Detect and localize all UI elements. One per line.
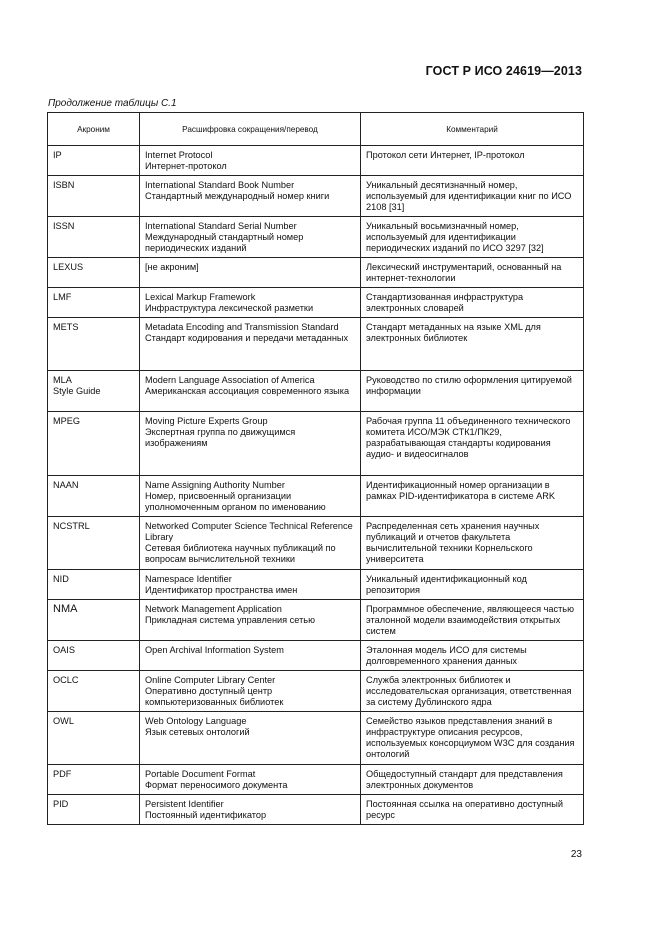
- comment-text: Служба электронных библиотек и исследовательская организация, ответственная за систему Дублинского ядра: [366, 675, 572, 707]
- table-caption: Продолжение таблицы С.1: [48, 98, 177, 109]
- page-number: 23: [570, 849, 582, 860]
- comment-text: Распределенная сеть хранения научных публикаций и отчетов факультета вычислительной техники Корнельского университета: [366, 521, 540, 564]
- acronym-text: ISSN: [53, 221, 75, 231]
- table-row: [48, 712, 584, 765]
- table-row: [48, 795, 584, 825]
- table-row: [48, 318, 584, 371]
- acronym-text: MLA Style Guide: [53, 375, 101, 396]
- acronym-text: NMA: [53, 603, 78, 615]
- acronym-text: OCLC: [53, 675, 79, 685]
- expansion-text: Lexical Markup Framework Инфраструктура лексической разметки: [145, 292, 314, 313]
- comment-cell: [361, 371, 584, 412]
- expansion-cell: [140, 765, 361, 795]
- expansion-text: Persistent Identifier Постоянный идентификатор: [145, 799, 267, 820]
- acronym-cell: [48, 570, 140, 600]
- expansion-cell: [140, 570, 361, 600]
- comment-text: Рабочая группа 11 объединенного технического комитета ИСО/МЭК СТК1/ПК29, разрабатывающая стандарты кодирования аудио- и видеосигналов: [366, 416, 571, 459]
- comment-text: Постоянная ссылка на оперативно доступный ресурс: [366, 799, 563, 820]
- comment-cell: [361, 641, 584, 671]
- comment-cell: [361, 712, 584, 765]
- table-header-row: [48, 113, 584, 146]
- expansion-cell: [140, 288, 361, 318]
- acronym-text: PDF: [53, 769, 72, 779]
- acronym-cell: [48, 712, 140, 765]
- acronym-cell: [48, 671, 140, 712]
- expansion-text: Metadata Encoding and Transmission Standard Стандарт кодирования и передачи метаданных: [145, 322, 349, 343]
- acronym-cell: [48, 146, 140, 176]
- expansion-text: Namespace Identifier Идентификатор пространства имен: [145, 574, 298, 595]
- comment-cell: [361, 476, 584, 517]
- expansion-text: Portable Document Format Формат переносимого документа: [145, 769, 288, 790]
- comment-text: Лексический инструментарий, основанный на интернет-технологии: [366, 262, 562, 283]
- table-row: [48, 600, 584, 641]
- expansion-text: Open Archival Information System: [145, 645, 284, 655]
- acronym-text: IP: [53, 150, 62, 160]
- expansion-text: Network Management Application Прикладная система управления сетью: [145, 604, 315, 625]
- comment-cell: [361, 570, 584, 600]
- comment-text: Уникальный восьмизначный номер, используемый для идентификации периодических изданий по ИСО 3297 [32]: [366, 221, 544, 253]
- comment-text: Уникальный идентификационный код репозитория: [366, 574, 527, 595]
- comment-text: Общедоступный стандарт для представления электронных документов: [366, 769, 563, 790]
- comment-text: Семейство языков представления знаний в инфраструктуре описания ресурсов, используемых консорциумом W3C для создания онтологий: [366, 716, 575, 759]
- comment-cell: [361, 517, 584, 570]
- comment-cell: [361, 671, 584, 712]
- expansion-cell: [140, 412, 361, 476]
- expansion-cell: [140, 217, 361, 258]
- comment-cell: [361, 258, 584, 288]
- table-row: [48, 371, 584, 412]
- standard-header: ГОСТ Р ИСО 24619—2013: [425, 64, 582, 78]
- expansion-cell: [140, 517, 361, 570]
- comment-text: Идентификационный номер организации в рамках PID-идентификатора в системе ARK: [366, 480, 556, 501]
- expansion-cell: [140, 258, 361, 288]
- expansion-text: Name Assigning Authority Number Номер, присвоенный организации уполномоченным органом по именованию: [145, 480, 326, 512]
- acronym-cell: [48, 176, 140, 217]
- acronym-cell: [48, 258, 140, 288]
- comment-text: Руководство по стилю оформления цитируемой информации: [366, 375, 572, 396]
- acronym-cell: [48, 476, 140, 517]
- expansion-cell: [140, 795, 361, 825]
- expansion-text: [не акроним]: [145, 262, 199, 272]
- acronym-text: LMF: [53, 292, 72, 302]
- expansion-text: Internet Protocol Интернет-протокол: [145, 150, 227, 171]
- table-row: [48, 476, 584, 517]
- expansion-text: Modern Language Association of America Американская ассоциация современного языка: [145, 375, 350, 396]
- acronym-text: OAIS: [53, 645, 75, 655]
- column-header-expansion: Расшифровка сокращения/перевод: [140, 113, 361, 146]
- comment-cell: [361, 146, 584, 176]
- comment-cell: [361, 600, 584, 641]
- expansion-text: Online Computer Library Center Оперативно доступный центр компьютеризованных библиотек: [145, 675, 284, 707]
- expansion-cell: [140, 176, 361, 217]
- column-header-acronym: Акроним: [48, 113, 140, 146]
- table-row: [48, 288, 584, 318]
- acronym-text: OWL: [53, 716, 74, 726]
- comment-cell: [361, 412, 584, 476]
- table-row: [48, 641, 584, 671]
- acronym-cell: [48, 600, 140, 641]
- expansion-cell: [140, 600, 361, 641]
- expansion-text: International Standard Serial Number Международный стандартный номер периодических изданий: [145, 221, 304, 253]
- acronym-text: NCSTRL: [53, 521, 90, 531]
- acronym-text: PID: [53, 799, 69, 809]
- comment-cell: [361, 217, 584, 258]
- expansion-cell: [140, 671, 361, 712]
- acronym-cell: [48, 765, 140, 795]
- table-row: [48, 517, 584, 570]
- comment-text: Протокол сети Интернет, IP-протокол: [366, 150, 525, 160]
- acronym-text: ISBN: [53, 180, 75, 190]
- acronym-text: NAAN: [53, 480, 79, 490]
- acronym-table: [47, 112, 584, 825]
- acronym-cell: [48, 288, 140, 318]
- acronym-cell: [48, 318, 140, 371]
- acronym-cell: [48, 412, 140, 476]
- expansion-text: Networked Computer Science Technical Reference Library Сетевая библиотека научных публикаций по вопросам вычислительной техники: [145, 521, 353, 564]
- acronym-cell: [48, 795, 140, 825]
- table-row: [48, 570, 584, 600]
- acronym-text: LEXUS: [53, 262, 84, 272]
- expansion-cell: [140, 371, 361, 412]
- table-row: [48, 146, 584, 176]
- comment-text: Стандарт метаданных на языке XML для электронных библиотек: [366, 322, 541, 343]
- table-row: [48, 765, 584, 795]
- comment-text: Программное обеспечение, являющееся частью эталонной модели взаимодействия открытых систем: [366, 604, 574, 636]
- acronym-cell: [48, 641, 140, 671]
- comment-cell: [361, 288, 584, 318]
- expansion-text: International Standard Book Number Стандартный международный номер книги: [145, 180, 330, 201]
- expansion-text: Web Ontology Language Язык сетевых онтологий: [145, 716, 250, 737]
- table-row: [48, 258, 584, 288]
- expansion-cell: [140, 318, 361, 371]
- acronym-text: NID: [53, 574, 69, 584]
- expansion-cell: [140, 476, 361, 517]
- expansion-cell: [140, 146, 361, 176]
- acronym-cell: [48, 517, 140, 570]
- expansion-cell: [140, 712, 361, 765]
- acronym-text: METS: [53, 322, 79, 332]
- table-row: [48, 217, 584, 258]
- column-header-comment: Комментарий: [361, 113, 584, 146]
- acronym-text: MPEG: [53, 416, 81, 426]
- comment-text: Эталонная модель ИСО для системы долговременного хранения данных: [366, 645, 527, 666]
- comment-cell: [361, 176, 584, 217]
- expansion-cell: [140, 641, 361, 671]
- acronym-cell: [48, 371, 140, 412]
- comment-text: Стандартизованная инфраструктура электронных словарей: [366, 292, 524, 313]
- comment-text: Уникальный десятизначный номер, используемый для идентификации книг по ИСО 2108 [31]: [366, 180, 572, 212]
- expansion-text: Moving Picture Experts Group Экспертная группа по движущимся изображениям: [145, 416, 296, 448]
- comment-cell: [361, 765, 584, 795]
- comment-cell: [361, 318, 584, 371]
- table-row: [48, 671, 584, 712]
- table-row: [48, 176, 584, 217]
- table-row: [48, 412, 584, 476]
- comment-cell: [361, 795, 584, 825]
- acronym-cell: [48, 217, 140, 258]
